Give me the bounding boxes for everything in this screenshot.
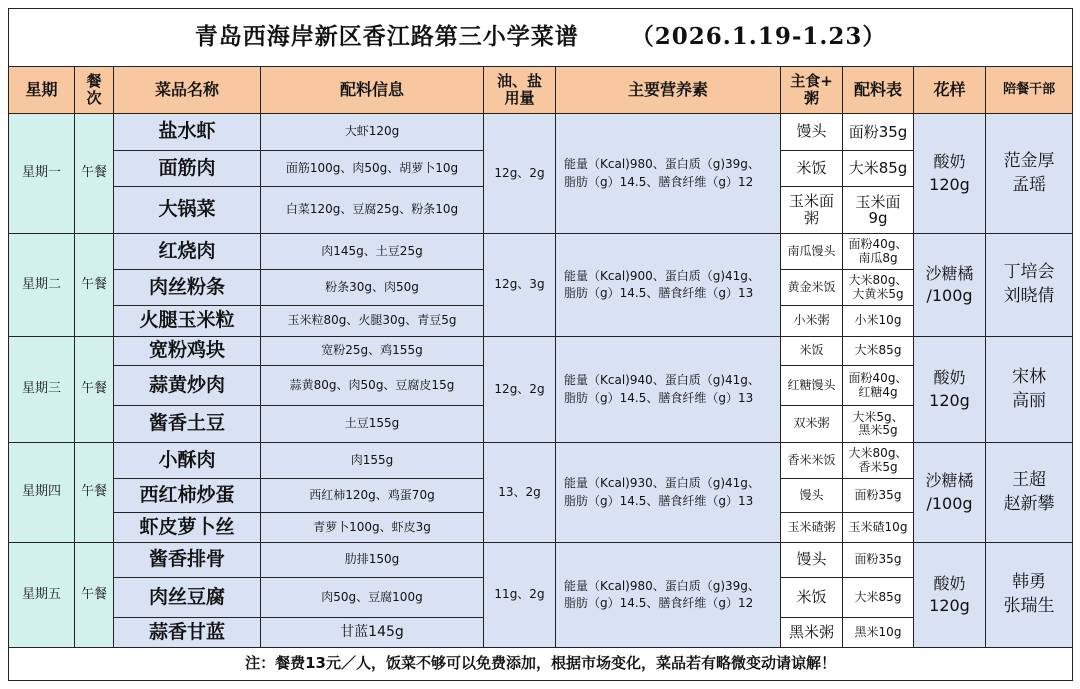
flower-cell: 沙糖橘 /100g xyxy=(914,234,986,337)
dish-name: 西红柿炒蛋 xyxy=(114,479,261,513)
header-row xyxy=(9,67,1073,114)
material-cell: 玉米面 9g xyxy=(843,187,914,234)
dish-name: 虾皮萝卜丝 xyxy=(114,513,261,543)
header-day: 星期 xyxy=(9,67,75,114)
staff-cell: 范金厚 孟瑶 xyxy=(986,114,1073,234)
dish-ingredients: 玉米粒80g、火腿30g、青豆5g xyxy=(261,306,484,337)
dish-ingredients: 宽粉25g、鸡155g xyxy=(261,337,484,366)
staple-cell: 馒头 xyxy=(781,479,843,513)
dish-ingredients: 粉条30g、肉50g xyxy=(261,270,484,306)
dish-ingredients: 大虾120g xyxy=(261,114,484,151)
table-row xyxy=(9,234,1073,270)
dish-ingredients: 肉50g、豆腐100g xyxy=(261,578,484,618)
oil-salt-cell: 12g、3g xyxy=(484,234,556,337)
header-staple: 主食+ 粥 xyxy=(781,67,843,114)
dish-ingredients: 蒜黄80g、肉50g、豆腐皮15g xyxy=(261,366,484,406)
material-cell: 大米85g xyxy=(843,578,914,618)
oil-salt-cell: 12g、2g xyxy=(484,114,556,234)
material-cell: 大米80g、 香米5g xyxy=(843,443,914,479)
material-cell: 面粉35g xyxy=(843,114,914,151)
material-cell: 大米85g xyxy=(843,337,914,366)
dish-ingredients: 肋排150g xyxy=(261,543,484,578)
oil-salt-cell: 13、2g xyxy=(484,443,556,543)
nutrition-cell: 能量（Kcal)930、蛋白质（g)41g、 脂肪（g）14.5、膳食纤维（g）13 xyxy=(556,443,781,543)
nutrition-cell: 能量（Kcal)940、蛋白质（g)41g、 脂肪（g）14.5、膳食纤维（g）13 xyxy=(556,337,781,443)
nutrition-cell: 能量（Kcal)900、蛋白质（g)41g、 脂肪（g）14.5、膳食纤维（g）13 xyxy=(556,234,781,337)
table-row xyxy=(9,337,1073,366)
material-cell: 面粉40g、 南瓜8g xyxy=(843,234,914,270)
header-nutrition: 主要营养素 xyxy=(556,67,781,114)
dish-ingredients: 土豆155g xyxy=(261,406,484,443)
day-cell: 星期五 xyxy=(9,543,75,648)
flower-cell: 酸奶 120g xyxy=(914,114,986,234)
dish-name: 酱香排骨 xyxy=(114,543,261,578)
staple-cell: 黑米粥 xyxy=(781,618,843,648)
oil-salt-cell: 12g、2g xyxy=(484,337,556,443)
dish-name: 蒜香甘蓝 xyxy=(114,618,261,648)
header-flower: 花样 xyxy=(914,67,986,114)
staple-cell: 红糖馒头 xyxy=(781,366,843,406)
staple-cell: 米饭 xyxy=(781,151,843,187)
staple-cell: 南瓜馒头 xyxy=(781,234,843,270)
staple-cell: 玉米面 粥 xyxy=(781,187,843,234)
dish-ingredients: 肉145g、土豆25g xyxy=(261,234,484,270)
dish-ingredients: 面筋100g、肉50g、胡萝卜10g xyxy=(261,151,484,187)
staff-cell: 丁培会 刘晓倩 xyxy=(986,234,1073,337)
dish-name: 大锅菜 xyxy=(114,187,261,234)
dish-name: 红烧肉 xyxy=(114,234,261,270)
staple-cell: 小米粥 xyxy=(781,306,843,337)
day-cell: 星期一 xyxy=(9,114,75,234)
table-row xyxy=(9,443,1073,479)
staple-cell: 双米粥 xyxy=(781,406,843,443)
dish-ingredients: 西红柿120g、鸡蛋70g xyxy=(261,479,484,513)
flower-cell: 沙糖橘 /100g xyxy=(914,443,986,543)
dish-name: 小酥肉 xyxy=(114,443,261,479)
staple-cell: 玉米碴粥 xyxy=(781,513,843,543)
header-ingredients: 配料信息 xyxy=(261,67,484,114)
oil-salt-cell: 11g、2g xyxy=(484,543,556,648)
staple-cell: 香米米饭 xyxy=(781,443,843,479)
meal-cell: 午餐 xyxy=(75,234,114,337)
staff-cell: 宋林 高丽 xyxy=(986,337,1073,443)
date-range: （2026.1.19-1.23） xyxy=(630,23,887,51)
dish-name: 肉丝粉条 xyxy=(114,270,261,306)
nutrition-cell: 能量（Kcal)980、蛋白质（g)39g、 脂肪（g）14.5、膳食纤维（g）12 xyxy=(556,114,781,234)
material-cell: 大米5g、 黑米5g xyxy=(843,406,914,443)
title-text: 青岛西海岸新区香江路第三小学菜谱 xyxy=(194,23,579,51)
dish-ingredients: 肉155g xyxy=(261,443,484,479)
day-cell: 星期三 xyxy=(9,337,75,443)
header-oil-salt: 油、盐 用量 xyxy=(484,67,556,114)
staple-cell: 米饭 xyxy=(781,578,843,618)
meal-cell: 午餐 xyxy=(75,543,114,648)
flower-cell: 酸奶 120g xyxy=(914,337,986,443)
footer-note: 注：餐费13元／人，饭菜不够可以免费添加，根据市场变化，菜品若有略微变动请谅解！ xyxy=(9,648,1073,681)
table-row xyxy=(9,543,1073,578)
table-row xyxy=(9,114,1073,151)
staple-cell: 米饭 xyxy=(781,337,843,366)
dish-ingredients: 白菜120g、豆腐25g、粉条10g xyxy=(261,187,484,234)
dish-name: 面筋肉 xyxy=(114,151,261,187)
meal-cell: 午餐 xyxy=(75,443,114,543)
material-cell: 小米10g xyxy=(843,306,914,337)
dish-ingredients: 甘蓝145g xyxy=(261,618,484,648)
header-materials: 配料表 xyxy=(843,67,914,114)
material-cell: 黑米10g xyxy=(843,618,914,648)
staff-cell: 韩勇 张瑞生 xyxy=(986,543,1073,648)
material-cell: 大米85g xyxy=(843,151,914,187)
dish-ingredients: 青萝卜100g、虾皮3g xyxy=(261,513,484,543)
dish-name: 酱香土豆 xyxy=(114,406,261,443)
staff-cell: 王超 赵新攀 xyxy=(986,443,1073,543)
staple-cell: 黄金米饭 xyxy=(781,270,843,306)
material-cell: 面粉35g xyxy=(843,479,914,513)
flower-cell: 酸奶 120g xyxy=(914,543,986,648)
meal-cell: 午餐 xyxy=(75,337,114,443)
dish-name: 蒜黄炒肉 xyxy=(114,366,261,406)
menu-sheet xyxy=(8,8,1072,680)
nutrition-cell: 能量（Kcal)980、蛋白质（g)39g、 脂肪（g）14.5、膳食纤维（g）12 xyxy=(556,543,781,648)
header-staff: 陪餐干部 xyxy=(986,67,1073,114)
page-title xyxy=(9,9,1073,67)
menu-table xyxy=(8,8,1073,681)
day-cell: 星期四 xyxy=(9,443,75,543)
header-meal: 餐 次 xyxy=(75,67,114,114)
staple-cell: 馒头 xyxy=(781,114,843,151)
material-cell: 面粉40g、 红糖4g xyxy=(843,366,914,406)
material-cell: 玉米碴10g xyxy=(843,513,914,543)
meal-cell: 午餐 xyxy=(75,114,114,234)
header-dish: 菜品名称 xyxy=(114,67,261,114)
day-cell: 星期二 xyxy=(9,234,75,337)
dish-name: 盐水虾 xyxy=(114,114,261,151)
material-cell: 大米80g、 大黄米5g xyxy=(843,270,914,306)
dish-name: 宽粉鸡块 xyxy=(114,337,261,366)
dish-name: 火腿玉米粒 xyxy=(114,306,261,337)
material-cell: 面粉35g xyxy=(843,543,914,578)
dish-name: 肉丝豆腐 xyxy=(114,578,261,618)
staple-cell: 馒头 xyxy=(781,543,843,578)
